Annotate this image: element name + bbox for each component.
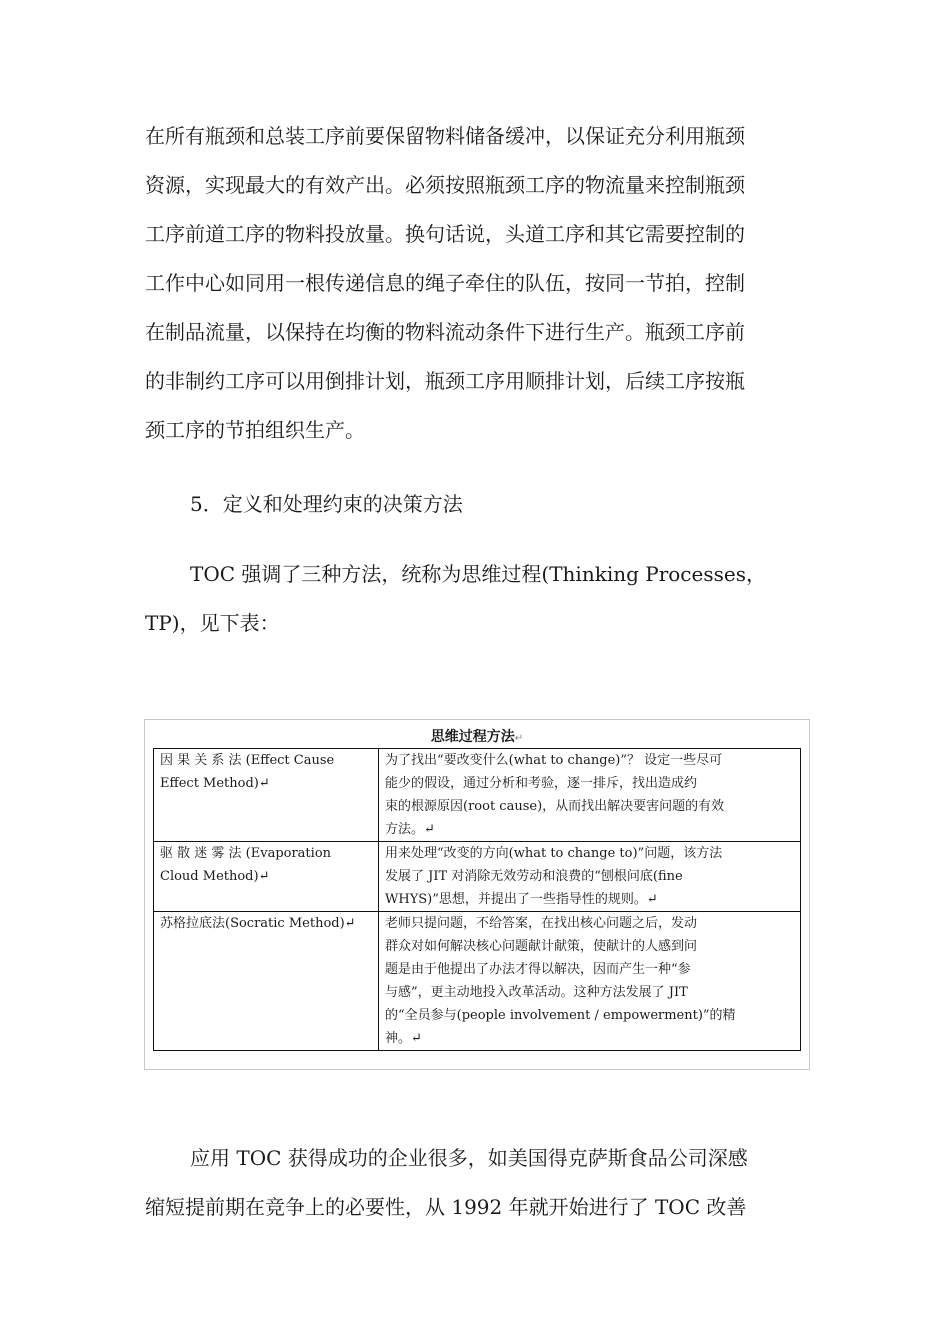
- text-line: 在制品流量，以保持在均衡的物料流动条件下进行生产。瓶颈工序前: [145, 320, 745, 344]
- text-line: 的非制约工序可以用倒排计划，瓶颈工序用顺排计划，后续工序按瓶: [145, 369, 745, 393]
- cell-line: 用来处理“改变的方向(what to change to)”问题，该方法: [385, 846, 723, 861]
- thinking-process-table: [153, 748, 801, 1051]
- text-line: 缩短提前期在竞争上的必要性，从 1992 年就开始进行了 TOC 改善: [145, 1195, 747, 1219]
- table-row: [154, 912, 801, 1051]
- text-line: 颈工序的节拍组织生产。: [145, 418, 365, 442]
- cell-line: 发展了 JIT 对消除无效劳动和浪费的“刨根问底(fine: [385, 869, 683, 884]
- cell-line: 能少的假设，通过分析和考验，逐一排斥，找出造成约: [385, 776, 698, 791]
- table-row: [154, 842, 801, 912]
- thinking-process-table-figure: [144, 719, 810, 1070]
- method-cell: [154, 842, 379, 912]
- table-title-text: 思维过程方法: [430, 729, 515, 745]
- text-line: 在所有瓶颈和总装工序前要保留物料储备缓冲，以保证充分利用瓶颈: [145, 124, 745, 148]
- text-line: 工序前道工序的物料投放量。换句话说，头道工序和其它需要控制的: [145, 222, 745, 246]
- cell-line: 群众对如何解决核心问题献计献策，使献计的人感到问: [385, 939, 698, 954]
- section-heading: 5．定义和处理约束的决策方法: [190, 492, 463, 516]
- cell-line: WHYS)”思想，并提出了一些指导性的规则。↵: [385, 892, 658, 907]
- description-cell: [379, 842, 801, 912]
- return-mark-icon: ↵: [514, 733, 524, 744]
- cell-line: 与感”，更主动地投入改革活动。这种方法发展了 JIT: [385, 985, 688, 1000]
- cell-line: 题是由于他提出了办法才得以解决，因而产生一种“参: [385, 962, 691, 977]
- cell-line: 苏格拉底法(Socratic Method)↵: [160, 916, 356, 931]
- description-cell: [379, 912, 801, 1051]
- cell-line: 神。↵: [385, 1031, 422, 1046]
- cell-line: 驱 散 迷 雾 法 (Evaporation: [160, 846, 332, 861]
- table-title: [145, 726, 809, 746]
- text-line: 应用 TOC 获得成功的企业很多，如美国得克萨斯食品公司深感: [190, 1146, 748, 1170]
- cell-line: Cloud Method)↵: [160, 869, 270, 884]
- paragraph-case-study: [145, 1134, 810, 1232]
- paragraph-buffer-rope: [145, 112, 810, 455]
- text-line: TP)，见下表：: [145, 611, 280, 635]
- table-row: [154, 749, 801, 842]
- cell-line: 老师只提问题，不给答案，在找出核心问题之后，发动: [385, 916, 698, 931]
- description-cell: [379, 749, 801, 842]
- cell-line: 的“全员参与(people involvement / empowerment)”的精: [385, 1008, 736, 1023]
- text-line: TOC 强调了三种方法，统称为思维过程(Thinking Processes，: [190, 562, 766, 586]
- text-line: 工作中心如同用一根传递信息的绳子牵住的队伍，按同一节拍，控制: [145, 271, 745, 295]
- cell-line: Effect Method)↵: [160, 776, 270, 791]
- cell-line: 为了找出“要改变什么(what to change)”？ 设定一些尽可: [385, 753, 723, 768]
- cell-line: 束的根源原因(root cause)，从而找出解决要害问题的有效: [385, 799, 725, 814]
- text-line: 资源，实现最大的有效产出。必须按照瓶颈工序的物流量来控制瓶颈: [145, 173, 745, 197]
- method-cell: [154, 749, 379, 842]
- cell-line: 方法。↵: [385, 822, 435, 837]
- method-cell: [154, 912, 379, 1051]
- cell-line: 因 果 关 系 法 (Effect Cause: [160, 753, 335, 768]
- paragraph-thinking-processes: [145, 550, 810, 648]
